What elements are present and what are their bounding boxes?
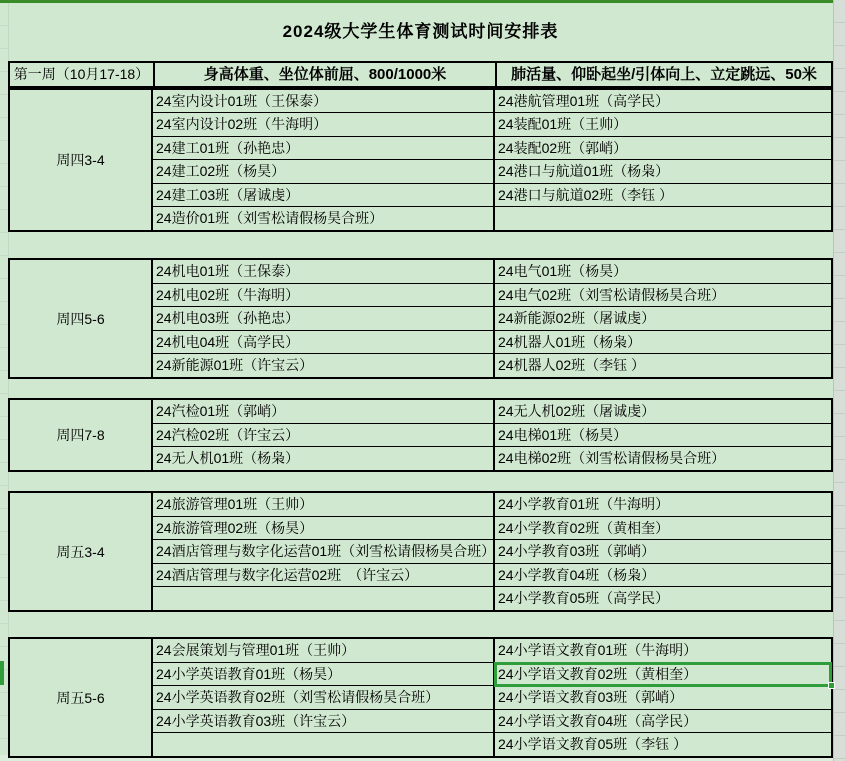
class-list-column-left — [153, 639, 495, 756]
class-cell[interactable] — [495, 207, 831, 230]
class-cell[interactable]: 24建工01班（孙艳忠） — [153, 137, 493, 160]
section-timeslot-label[interactable]: 周四3-4 — [10, 90, 153, 230]
class-cell[interactable]: 24港口与航道01班（杨枭） — [495, 160, 831, 183]
class-cell[interactable]: 24无人机01班（杨枭） — [156, 450, 300, 467]
class-cell[interactable]: 24造价01班（刘雪松请假杨昊合班） — [156, 209, 384, 226]
class-cell[interactable]: 24小学语文教育01班（牛海明） — [495, 639, 831, 662]
schedule-section — [8, 491, 833, 612]
section-timeslot-label[interactable]: 周四5-6 — [10, 260, 153, 377]
class-cell[interactable]: 24小学教育02班（黄相奎） — [495, 517, 831, 540]
class-list-column-left — [153, 493, 495, 610]
class-list-column-right — [495, 639, 831, 756]
section-gap — [8, 612, 833, 637]
class-cell[interactable]: 24机电01班（王保泰） — [153, 260, 493, 283]
section-gap — [8, 379, 833, 398]
class-cell[interactable]: 24电梯01班（杨昊） — [495, 424, 831, 447]
class-cell[interactable]: 24机电03班（孙艳忠） — [153, 307, 493, 330]
class-cell[interactable]: 24电气01班（杨昊） — [495, 260, 831, 283]
class-list-column-left — [153, 260, 495, 377]
class-cell[interactable]: 24室内设计01班（王保泰） — [153, 90, 493, 113]
class-cell[interactable]: 24室内设计02班（牛海明） — [153, 113, 493, 136]
class-cell[interactable] — [153, 587, 493, 610]
fill-handle[interactable] — [828, 682, 835, 689]
section-timeslot-label[interactable]: 周五3-4 — [10, 493, 153, 610]
class-cell[interactable]: 24小学英语教育02班（刘雪松请假杨昊合班） — [153, 686, 493, 709]
schedule-section — [8, 398, 833, 472]
selected-cell[interactable]: 24小学语文教育02班（黄相奎） — [495, 663, 831, 686]
class-cell[interactable] — [153, 733, 493, 756]
section-gap — [8, 472, 833, 491]
class-cell[interactable]: 24小学语文教育04班（高学民） — [495, 710, 831, 733]
section-timeslot-label[interactable]: 周五5-6 — [10, 639, 153, 756]
class-cell[interactable]: 24机器人02班（李钰 ） — [498, 356, 646, 373]
section-gap — [8, 232, 833, 258]
class-cell[interactable]: 24汽检01班（郭峭） — [153, 400, 493, 423]
class-cell[interactable]: 24小学英语教育03班（许宝云） — [153, 710, 493, 733]
class-cell[interactable]: 24小学英语教育01班（杨昊） — [153, 663, 493, 686]
header-test-items-right[interactable]: 肺活量、仰卧起坐/引体向上、立定跳远、50米 — [495, 63, 831, 86]
class-cell[interactable]: 24汽检02班（许宝云） — [153, 424, 493, 447]
class-cell[interactable]: 24港口与航道02班（李钰 ） — [495, 184, 831, 207]
table-header — [8, 61, 833, 88]
class-cell[interactable]: 24机电02班（牛海明） — [153, 284, 493, 307]
class-cell[interactable]: 24小学教育01班（牛海明） — [495, 493, 831, 516]
class-cell[interactable]: 24会展策划与管理01班（王帅） — [153, 639, 493, 662]
schedule-section — [8, 258, 833, 379]
class-cell[interactable]: 24建工03班（屠诚虔） — [153, 184, 493, 207]
schedule-sections — [8, 88, 833, 758]
header-week-cell[interactable]: 第一周（10月17-18） — [13, 66, 150, 82]
class-cell[interactable]: 24小学语文教育05班（李钰 ） — [498, 735, 688, 752]
page-title: 2024级大学生体育测试时间安排表 — [282, 22, 559, 41]
class-list-column-right — [495, 400, 831, 470]
class-list-column-right — [495, 260, 831, 377]
class-cell[interactable]: 24无人机02班（屠诚虔） — [495, 400, 831, 423]
class-cell[interactable]: 24新能源01班（许宝云） — [156, 356, 314, 373]
class-cell[interactable]: 24小学语文教育03班（郭峭） — [495, 686, 831, 709]
class-cell[interactable]: 24小学教育03班（郭峭） — [495, 540, 831, 563]
class-cell[interactable]: 24旅游管理01班（王帅） — [153, 493, 493, 516]
adjacent-empty-column[interactable] — [833, 0, 845, 761]
selected-row-indicator — [0, 661, 4, 685]
class-cell[interactable]: 24机器人01班（杨枭） — [495, 331, 831, 354]
class-cell[interactable]: 24电气02班（刘雪松请假杨昊合班） — [495, 284, 831, 307]
section-timeslot-label[interactable]: 周四7-8 — [10, 400, 153, 470]
class-list-column-right — [495, 90, 831, 230]
class-cell[interactable]: 24港航管理01班（高学民） — [495, 90, 831, 113]
schedule-section — [8, 88, 833, 232]
class-list-column-right — [495, 493, 831, 610]
class-cell[interactable]: 24装配01班（王帅） — [495, 113, 831, 136]
class-cell[interactable]: 24小学教育05班（高学民） — [498, 590, 670, 607]
class-cell[interactable]: 24小学教育04班（杨枭） — [495, 564, 831, 587]
class-cell[interactable]: 24电梯02班（刘雪松请假杨昊合班） — [498, 450, 726, 467]
class-list-column-left — [153, 90, 495, 230]
class-cell[interactable]: 24新能源02班（屠诚虔） — [495, 307, 831, 330]
schedule-table — [8, 3, 833, 758]
class-cell[interactable]: 24建工02班（杨昊） — [153, 160, 493, 183]
class-cell[interactable]: 24机电04班（高学民） — [153, 331, 493, 354]
schedule-section — [8, 637, 833, 758]
class-cell[interactable]: 24酒店管理与数字化运营01班（刘雪松请假杨昊合班） — [153, 540, 493, 563]
class-list-column-left — [153, 400, 495, 470]
class-cell[interactable]: 24装配02班（郭峭） — [495, 137, 831, 160]
header-test-items-left[interactable]: 身高体重、坐位体前屈、800/1000米 — [153, 63, 495, 86]
gridlines — [834, 0, 845, 761]
class-cell[interactable]: 24酒店管理与数字化运营02班 （许宝云） — [153, 564, 493, 587]
class-cell[interactable]: 24旅游管理02班（杨昊） — [153, 517, 493, 540]
